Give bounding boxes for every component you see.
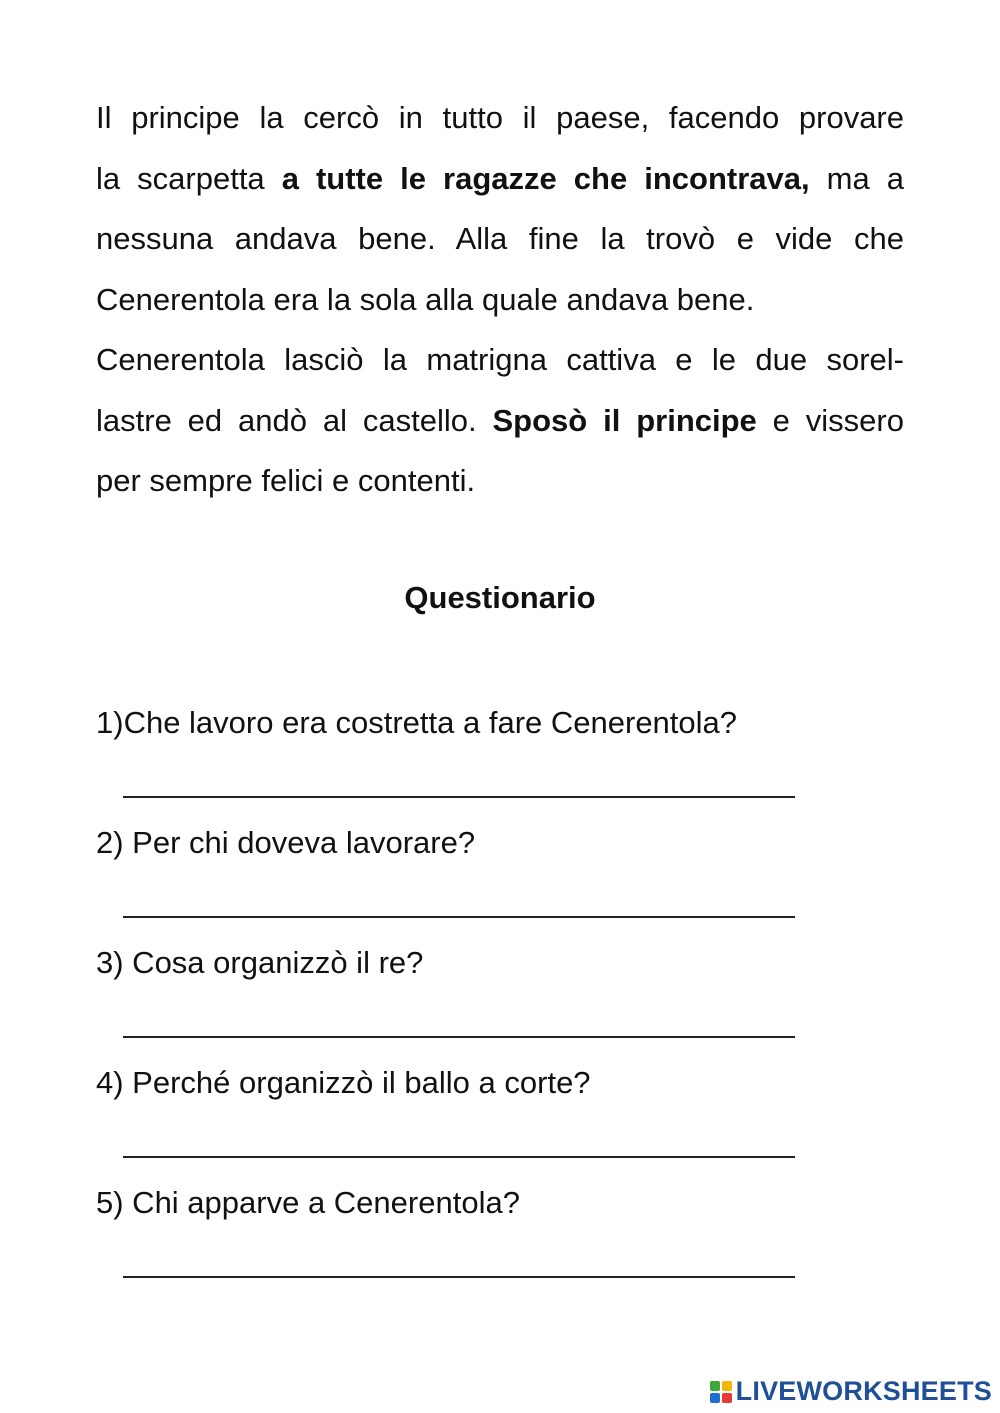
answer-line-3[interactable] (123, 1036, 795, 1038)
passage-bold-text: Sposò il principe (492, 402, 757, 438)
logo-square-icon (722, 1381, 732, 1391)
answer-line-1[interactable] (123, 796, 795, 798)
answer-line-4[interactable] (123, 1156, 795, 1158)
passage-line-1: Il principe la cercò in tutto il paese, facendo provare (96, 100, 904, 135)
logo-square-icon (710, 1393, 720, 1403)
passage-bold-text: a tutte le ragazze che incontrava, (281, 160, 810, 196)
logo-square-icon (722, 1393, 732, 1403)
passage-line-4: Cenerentola era la sola alla quale andava bene. (96, 281, 755, 317)
question-3: 3) Cosa organizzò il re? (96, 945, 424, 980)
passage-text: e vissero (756, 402, 904, 438)
passage-line-7: per sempre felici e contenti. (96, 463, 476, 498)
liveworksheets-logo (710, 1376, 992, 1407)
question-5: 5) Chi apparve a Cenerentola? (96, 1185, 520, 1220)
passage-text: la scarpetta (96, 160, 282, 196)
passage-text: ma a (809, 160, 904, 196)
passage-line-6 (96, 391, 904, 452)
liveworksheets-logo-icon (710, 1381, 732, 1403)
questionnaire-title: Questionario (404, 580, 596, 615)
question-1: 1)Che lavoro era costretta a fare Cenerentola? (96, 705, 738, 740)
question-4: 4) Perché organizzò il ballo a corte? (96, 1065, 591, 1100)
liveworksheets-logo-text: LIVEWORKSHEETS (735, 1376, 992, 1406)
question-2: 2) Per chi doveva lavorare? (96, 825, 476, 860)
answer-line-5[interactable] (123, 1276, 795, 1278)
passage-text: lastre ed andò al castello. (96, 402, 493, 438)
answer-line-2[interactable] (123, 916, 795, 918)
logo-square-icon (710, 1381, 720, 1391)
passage-line-3: nessuna andava bene. Alla fine la trovò e vide che (96, 221, 904, 256)
story-passage (96, 88, 904, 512)
passage-line-5: Cenerentola lasciò la matrigna cattiva e le due sorel- (96, 342, 904, 377)
passage-line-2 (96, 149, 904, 210)
